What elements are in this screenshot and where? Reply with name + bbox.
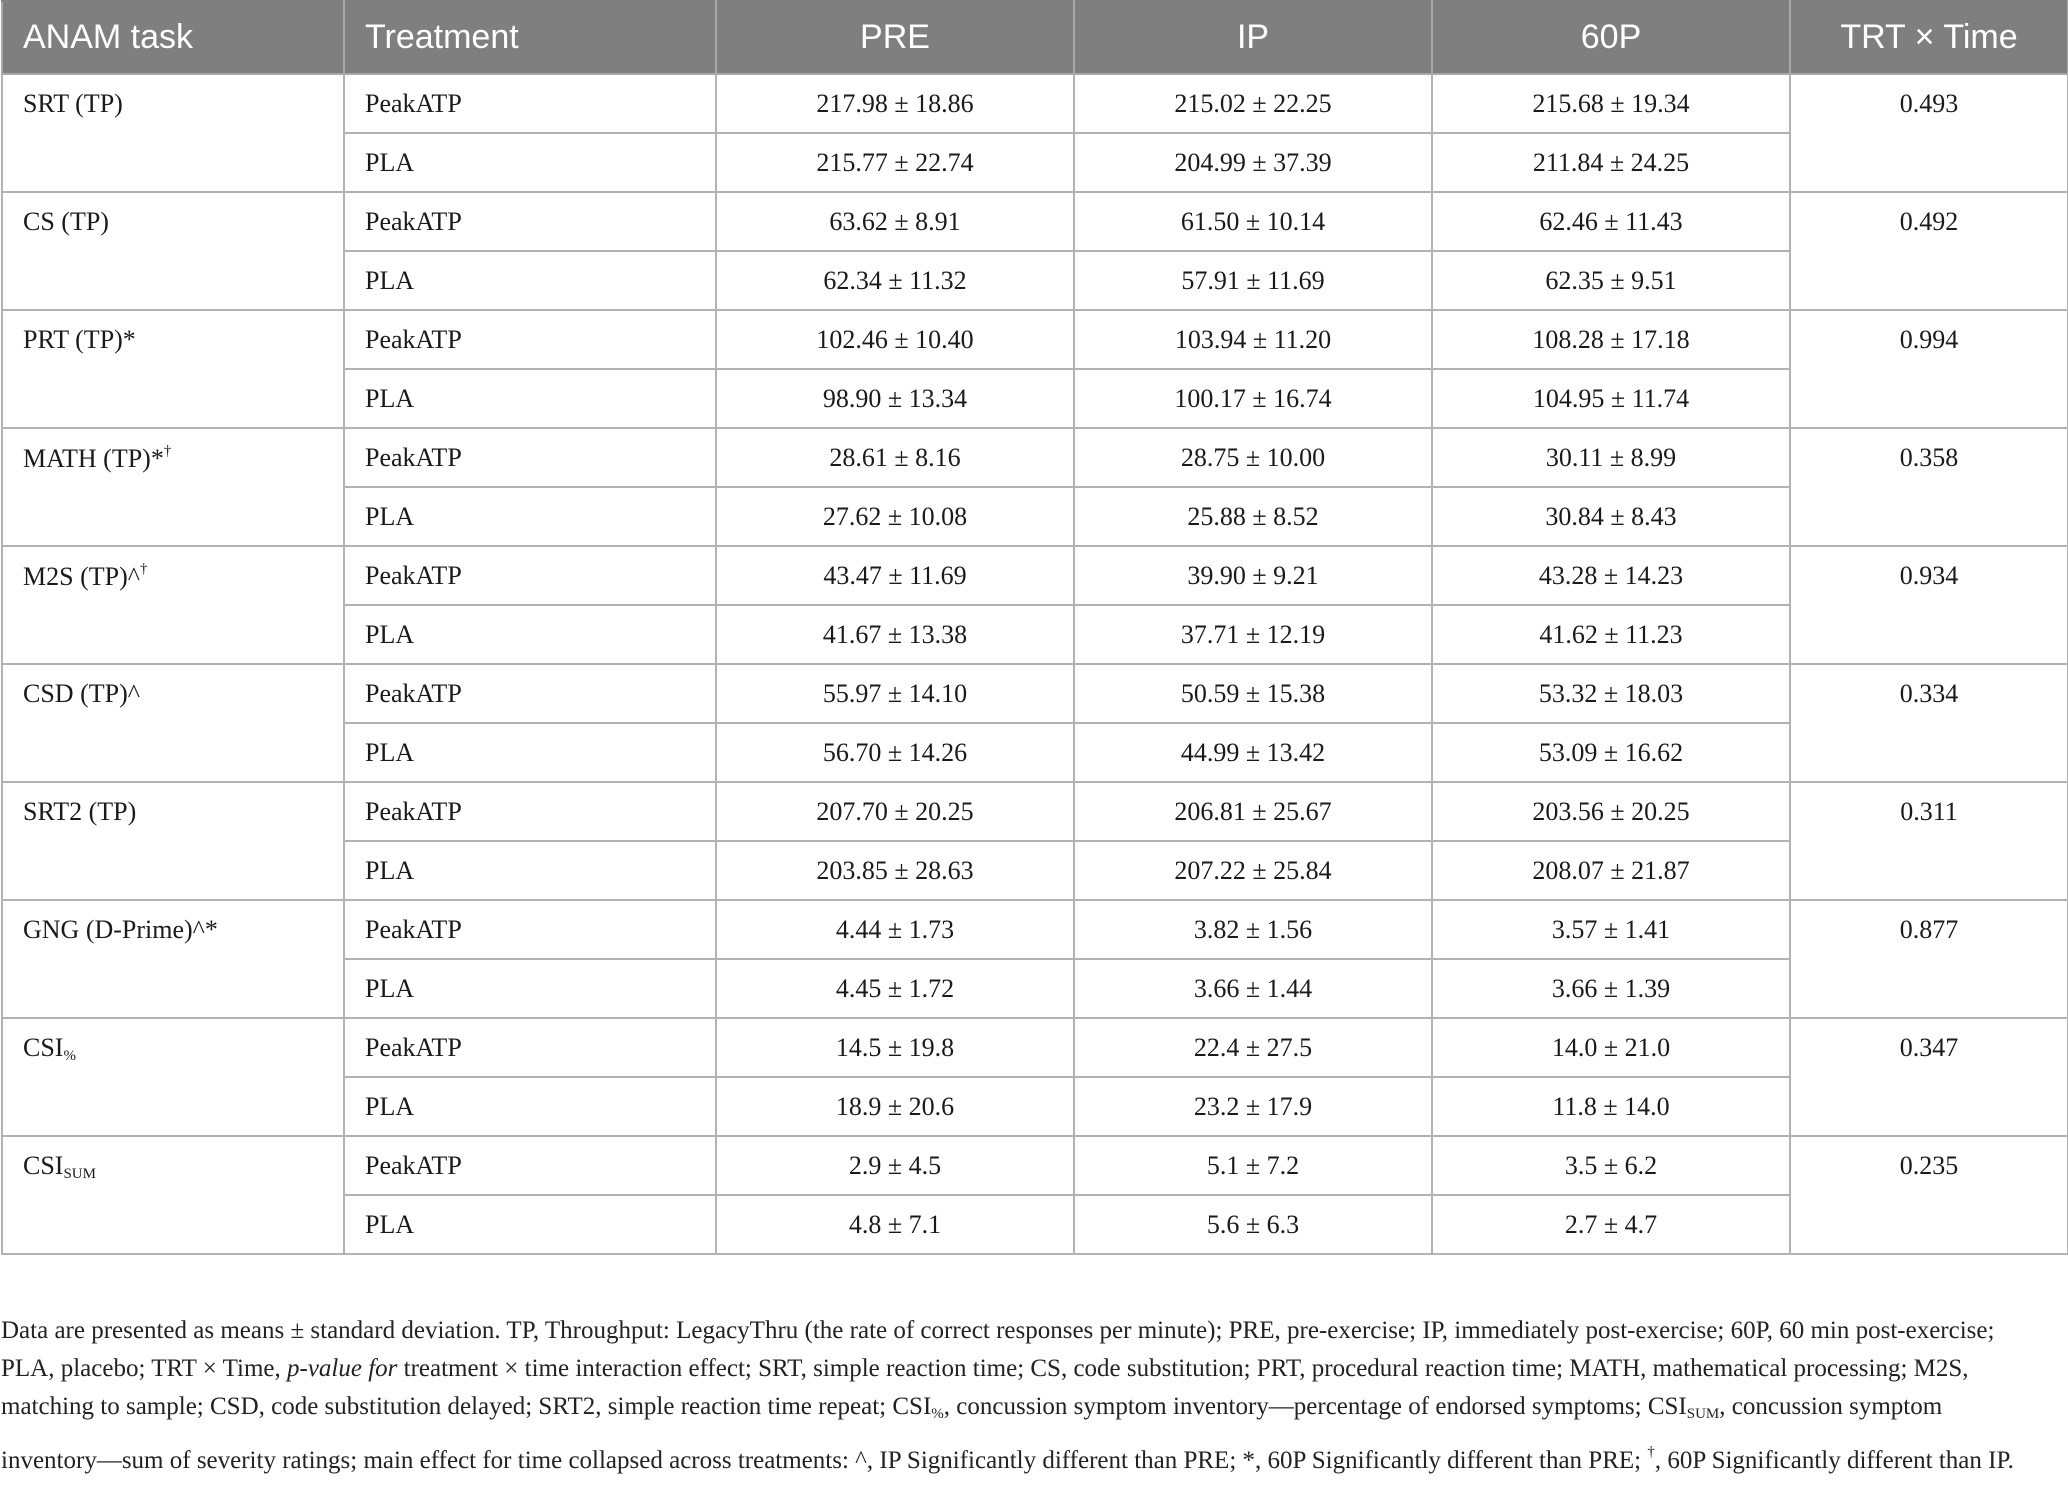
- header-ip: IP: [1074, 1, 1432, 74]
- treatment-cell: PeakATP: [344, 428, 716, 487]
- ip-value-cell: 39.90 ± 9.21: [1074, 546, 1432, 605]
- p60-value-cell: 41.62 ± 11.23: [1432, 605, 1790, 664]
- anam-task-label: GNG (D-Prime)^*: [23, 915, 218, 944]
- anam-task-cell: [2, 1018, 344, 1136]
- pre-value-cell: 14.5 ± 19.8: [716, 1018, 1074, 1077]
- anam-task-cell: [2, 310, 344, 428]
- table-row: [2, 428, 2068, 487]
- anam-task-label: CSI: [23, 1151, 64, 1180]
- footnote-sub-sum: SUM: [1686, 1406, 1720, 1422]
- p60-value-cell: 3.57 ± 1.41: [1432, 900, 1790, 959]
- table-row: [2, 546, 2068, 605]
- pre-value-cell: 2.9 ± 4.5: [716, 1136, 1074, 1195]
- ip-value-cell: 5.1 ± 7.2: [1074, 1136, 1432, 1195]
- table-row: [2, 900, 2068, 959]
- table-row: [2, 1018, 2068, 1077]
- trt-time-p-value-cell: 0.994: [1790, 310, 2068, 428]
- ip-value-cell: 37.71 ± 12.19: [1074, 605, 1432, 664]
- trt-time-p-value-cell: 0.877: [1790, 900, 2068, 1018]
- anam-results-table: [1, 0, 2068, 1255]
- pre-value-cell: 203.85 ± 28.63: [716, 841, 1074, 900]
- anam-task-cell: [2, 782, 344, 900]
- header-anam-task: ANAM task: [2, 1, 344, 74]
- ip-value-cell: 25.88 ± 8.52: [1074, 487, 1432, 546]
- ip-value-cell: 50.59 ± 15.38: [1074, 664, 1432, 723]
- table-row: [2, 310, 2068, 369]
- treatment-cell: PeakATP: [344, 782, 716, 841]
- footnote-italic: p-value for: [287, 1355, 398, 1382]
- footnote-dagger: †: [1647, 1444, 1655, 1460]
- ip-value-cell: 204.99 ± 37.39: [1074, 133, 1432, 192]
- treatment-cell: PLA: [344, 723, 716, 782]
- footnote-text-5: , 60P Significantly different than IP.: [1654, 1447, 2014, 1474]
- pre-value-cell: 215.77 ± 22.74: [716, 133, 1074, 192]
- ip-value-cell: 5.6 ± 6.3: [1074, 1195, 1432, 1254]
- trt-time-p-value-cell: 0.492: [1790, 192, 2068, 310]
- pre-value-cell: 207.70 ± 20.25: [716, 782, 1074, 841]
- pre-value-cell: 102.46 ± 10.40: [716, 310, 1074, 369]
- anam-task-cell: [2, 74, 344, 192]
- table-row: [2, 782, 2068, 841]
- pre-value-cell: 41.67 ± 13.38: [716, 605, 1074, 664]
- pre-value-cell: 62.34 ± 11.32: [716, 251, 1074, 310]
- ip-value-cell: 57.91 ± 11.69: [1074, 251, 1432, 310]
- treatment-cell: PLA: [344, 841, 716, 900]
- p60-value-cell: 30.11 ± 8.99: [1432, 428, 1790, 487]
- p60-value-cell: 53.32 ± 18.03: [1432, 664, 1790, 723]
- p60-value-cell: 43.28 ± 14.23: [1432, 546, 1790, 605]
- ip-value-cell: 100.17 ± 16.74: [1074, 369, 1432, 428]
- p60-value-cell: 2.7 ± 4.7: [1432, 1195, 1790, 1254]
- table-row: [2, 74, 2068, 133]
- treatment-cell: PeakATP: [344, 1136, 716, 1195]
- treatment-cell: PLA: [344, 1195, 716, 1254]
- anam-task-label: SRT (TP): [23, 89, 123, 118]
- anam-task-superscript: †: [139, 561, 148, 577]
- treatment-cell: PeakATP: [344, 1018, 716, 1077]
- pre-value-cell: 4.44 ± 1.73: [716, 900, 1074, 959]
- anam-task-subscript: SUM: [63, 1166, 96, 1182]
- ip-value-cell: 44.99 ± 13.42: [1074, 723, 1432, 782]
- anam-task-cell: [2, 900, 344, 1018]
- p60-value-cell: 203.56 ± 20.25: [1432, 782, 1790, 841]
- pre-value-cell: 18.9 ± 20.6: [716, 1077, 1074, 1136]
- ip-value-cell: 206.81 ± 25.67: [1074, 782, 1432, 841]
- p60-value-cell: 211.84 ± 24.25: [1432, 133, 1790, 192]
- pre-value-cell: 217.98 ± 18.86: [716, 74, 1074, 133]
- anam-task-label: CSD (TP)^: [23, 679, 140, 708]
- pre-value-cell: 63.62 ± 8.91: [716, 192, 1074, 251]
- p60-value-cell: 104.95 ± 11.74: [1432, 369, 1790, 428]
- table-row: [2, 192, 2068, 251]
- treatment-cell: PeakATP: [344, 664, 716, 723]
- anam-task-label: SRT2 (TP): [23, 797, 137, 826]
- anam-task-label: M2S (TP)^: [23, 562, 140, 591]
- pre-value-cell: 56.70 ± 14.26: [716, 723, 1074, 782]
- anam-task-cell: [2, 428, 344, 546]
- ip-value-cell: 61.50 ± 10.14: [1074, 192, 1432, 251]
- treatment-cell: PeakATP: [344, 192, 716, 251]
- treatment-cell: PeakATP: [344, 74, 716, 133]
- treatment-cell: PeakATP: [344, 900, 716, 959]
- trt-time-p-value-cell: 0.235: [1790, 1136, 2068, 1254]
- anam-task-label: PRT (TP)*: [23, 325, 136, 354]
- pre-value-cell: 43.47 ± 11.69: [716, 546, 1074, 605]
- treatment-cell: PLA: [344, 1077, 716, 1136]
- footnote-text-3: , concussion symptom inventory—percentage of endorsed symptoms; CSI: [943, 1393, 1687, 1420]
- anam-task-cell: [2, 192, 344, 310]
- trt-time-p-value-cell: 0.358: [1790, 428, 2068, 546]
- treatment-cell: PLA: [344, 133, 716, 192]
- header-60p: 60P: [1432, 1, 1790, 74]
- p60-value-cell: 108.28 ± 17.18: [1432, 310, 1790, 369]
- ip-value-cell: 3.66 ± 1.44: [1074, 959, 1432, 1018]
- p60-value-cell: 208.07 ± 21.87: [1432, 841, 1790, 900]
- p60-value-cell: 62.35 ± 9.51: [1432, 251, 1790, 310]
- treatment-cell: PLA: [344, 959, 716, 1018]
- ip-value-cell: 215.02 ± 22.25: [1074, 74, 1432, 133]
- p60-value-cell: 11.8 ± 14.0: [1432, 1077, 1790, 1136]
- table-header: [2, 1, 2068, 74]
- trt-time-p-value-cell: 0.934: [1790, 546, 2068, 664]
- ip-value-cell: 103.94 ± 11.20: [1074, 310, 1432, 369]
- anam-task-cell: [2, 546, 344, 664]
- ip-value-cell: 23.2 ± 17.9: [1074, 1077, 1432, 1136]
- treatment-cell: PLA: [344, 369, 716, 428]
- treatment-cell: PeakATP: [344, 310, 716, 369]
- pre-value-cell: 4.45 ± 1.72: [716, 959, 1074, 1018]
- treatment-cell: PLA: [344, 251, 716, 310]
- pre-value-cell: 55.97 ± 14.10: [716, 664, 1074, 723]
- trt-time-p-value-cell: 0.493: [1790, 74, 2068, 192]
- treatment-cell: PLA: [344, 487, 716, 546]
- p60-value-cell: 62.46 ± 11.43: [1432, 192, 1790, 251]
- trt-time-p-value-cell: 0.311: [1790, 782, 2068, 900]
- p60-value-cell: 30.84 ± 8.43: [1432, 487, 1790, 546]
- ip-value-cell: 3.82 ± 1.56: [1074, 900, 1432, 959]
- table-row: [2, 1136, 2068, 1195]
- p60-value-cell: 215.68 ± 19.34: [1432, 74, 1790, 133]
- footnote-text-4: , concussion symptom inventory—sum of severity ratings; main effect for time collapsed across treatments: ^, IP Significantly different than PRE; *, 60P Significantly different than PRE;: [1, 1393, 1943, 1474]
- trt-time-p-value-cell: 0.334: [1790, 664, 2068, 782]
- footnote-text-1: Data are presented as means ± standard deviation. TP, Throughput: LegacyThru (the rate of correct responses per minute); PRE, pre-exercise; IP, immediately post-exercise; 60P, 60 min post-exercise; PLA, placebo; TRT × Time,: [1, 1317, 1995, 1382]
- anam-task-cell: [2, 664, 344, 782]
- treatment-cell: PeakATP: [344, 546, 716, 605]
- anam-task-label: CSI: [23, 1033, 64, 1062]
- anam-task-label: MATH (TP)*: [23, 444, 164, 473]
- footnote-text-2: treatment × time interaction effect; SRT, simple reaction time; CS, code substitution; PRT, procedural reaction time; MATH, mathematical processing; M2S, matching to sample; CSD, code substitution delayed; SRT2, simple reaction time repeat; CSI: [1, 1355, 1969, 1420]
- p60-value-cell: 3.5 ± 6.2: [1432, 1136, 1790, 1195]
- header-pre: PRE: [716, 1, 1074, 74]
- table-body: [2, 74, 2068, 1254]
- header-treatment: Treatment: [344, 1, 716, 74]
- anam-task-superscript: †: [163, 443, 172, 459]
- p60-value-cell: 53.09 ± 16.62: [1432, 723, 1790, 782]
- footnote-sub-percent: %: [931, 1406, 944, 1422]
- anam-task-subscript: %: [63, 1048, 76, 1064]
- pre-value-cell: 27.62 ± 10.08: [716, 487, 1074, 546]
- table-row: [2, 664, 2068, 723]
- pre-value-cell: 98.90 ± 13.34: [716, 369, 1074, 428]
- ip-value-cell: 22.4 ± 27.5: [1074, 1018, 1432, 1077]
- p60-value-cell: 3.66 ± 1.39: [1432, 959, 1790, 1018]
- p60-value-cell: 14.0 ± 21.0: [1432, 1018, 1790, 1077]
- header-row: [2, 1, 2068, 74]
- pre-value-cell: 4.8 ± 7.1: [716, 1195, 1074, 1254]
- ip-value-cell: 28.75 ± 10.00: [1074, 428, 1432, 487]
- ip-value-cell: 207.22 ± 25.84: [1074, 841, 1432, 900]
- anam-task-label: CS (TP): [23, 207, 109, 236]
- pre-value-cell: 28.61 ± 8.16: [716, 428, 1074, 487]
- treatment-cell: PLA: [344, 605, 716, 664]
- header-trt-time: TRT × Time: [1790, 1, 2068, 74]
- table-footnote: [1, 1312, 2031, 1480]
- trt-time-p-value-cell: 0.347: [1790, 1018, 2068, 1136]
- anam-task-cell: [2, 1136, 344, 1254]
